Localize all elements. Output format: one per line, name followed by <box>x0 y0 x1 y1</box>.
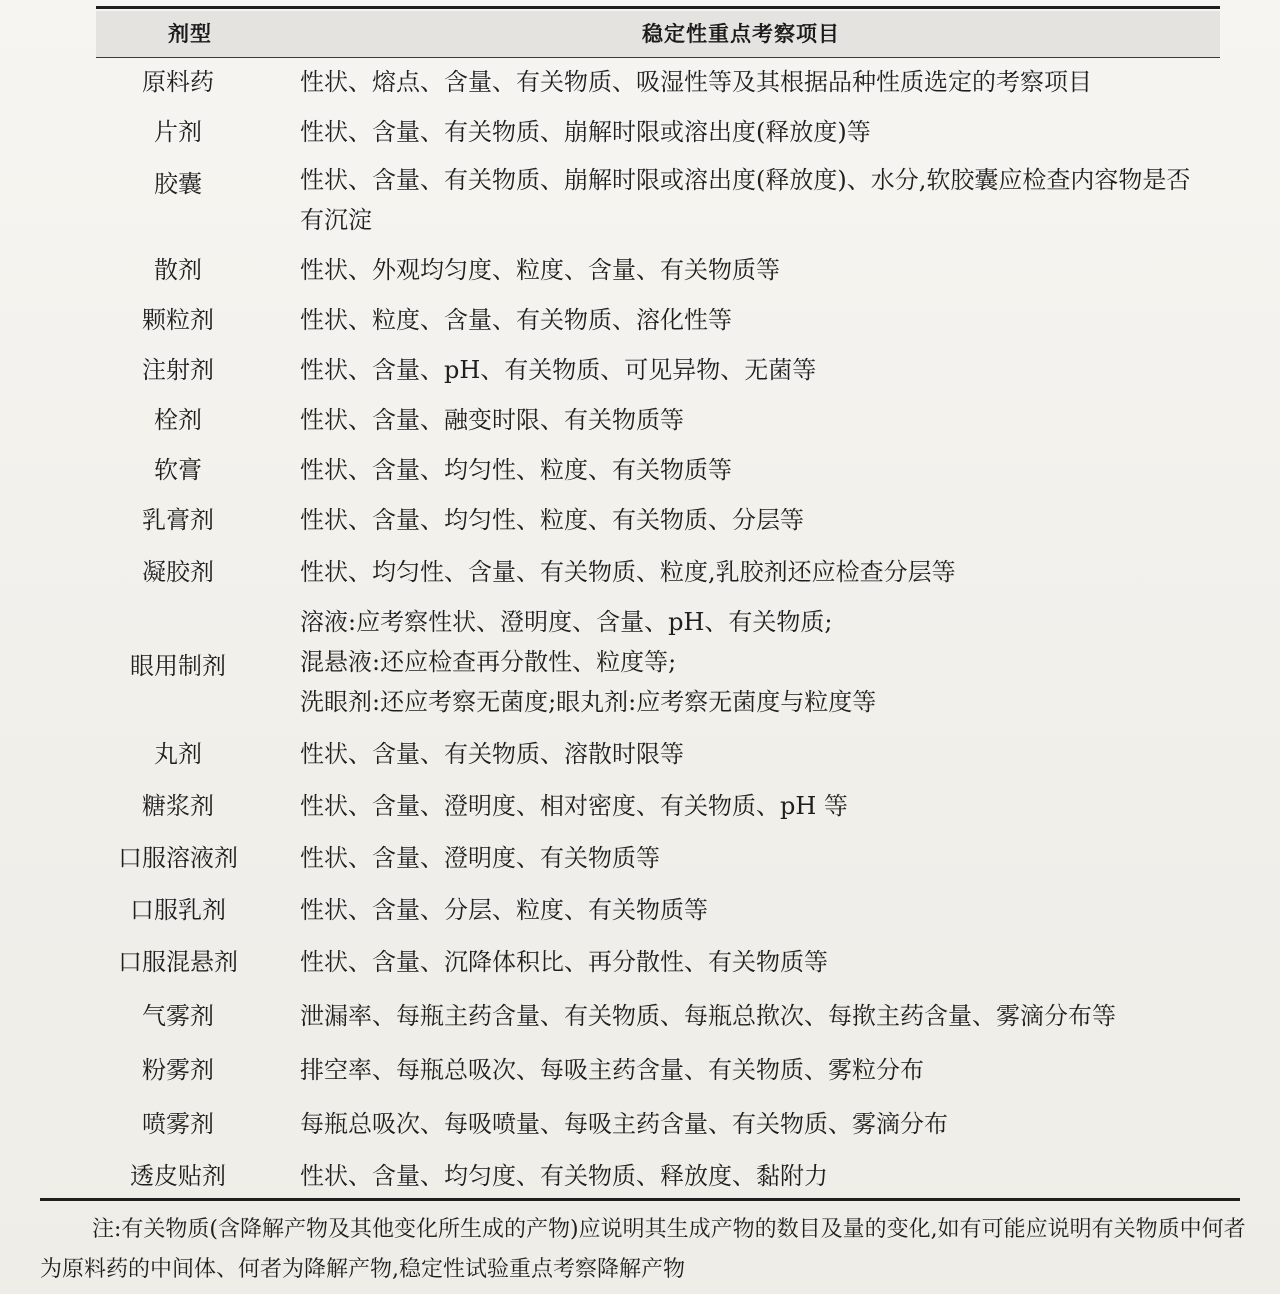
dosage-form-cell: 粉雾剂 <box>142 1056 214 1084</box>
stability-items-cell: 性状、粒度、含量、有关物质、溶化性等 <box>300 306 732 334</box>
stability-items-cell: 排空率、每瓶总吸次、每吸主药含量、有关物质、雾粒分布 <box>300 1056 924 1084</box>
dosage-form-cell: 口服乳剂 <box>130 896 226 924</box>
stability-items-cell: 性状、含量、澄明度、有关物质等 <box>300 844 660 872</box>
table-bottom-rule <box>40 1198 1240 1201</box>
stability-items-cell: 性状、含量、分层、粒度、有关物质等 <box>300 896 708 924</box>
stability-items-cell: 性状、均匀性、含量、有关物质、粒度,乳胶剂还应检查分层等 <box>300 558 956 586</box>
dosage-form-cell: 注射剂 <box>142 356 214 384</box>
stability-items-cell: 性状、含量、均匀性、粒度、有关物质、分层等 <box>300 506 804 534</box>
dosage-form-cell: 喷雾剂 <box>142 1110 214 1138</box>
dosage-form-cell: 丸剂 <box>154 740 202 768</box>
dosage-form-cell: 散剂 <box>154 256 202 284</box>
table-footnote: 注:有关物质(含降解产物及其他变化所生成的产物)应说明其生成产物的数目及量的变化,如有可能应说明有关物质中何者为原料药的中间体、何者为降解产物,稳定性试验重点考察降解产物 <box>40 1217 1246 1282</box>
dosage-form-cell: 口服溶液剂 <box>118 844 238 872</box>
stability-items-cell: 性状、含量、有关物质、溶散时限等 <box>300 740 684 768</box>
stability-items-cell: 性状、含量、沉降体积比、再分散性、有关物质等 <box>300 948 828 976</box>
stability-items-cell: 性状、熔点、含量、有关物质、吸湿性等及其根据品种性质选定的考察项目 <box>300 68 1092 96</box>
stability-items-cell: 性状、外观均匀度、粒度、含量、有关物质等 <box>300 256 780 284</box>
stability-items-cell: 性状、含量、均匀性、粒度、有关物质等 <box>300 456 732 484</box>
dosage-form-cell: 眼用制剂 <box>130 652 226 680</box>
dosage-form-cell: 透皮贴剂 <box>130 1162 226 1190</box>
dosage-form-cell: 气雾剂 <box>142 1002 214 1030</box>
stability-items-cell: 泄漏率、每瓶主药含量、有关物质、每瓶总揿次、每揿主药含量、雾滴分布等 <box>300 1002 1116 1030</box>
stability-items-cell: 性状、含量、澄明度、相对密度、有关物质、pH 等 <box>300 792 848 820</box>
stability-items-cell: 性状、含量、有关物质、崩解时限或溶出度(释放度)等 <box>300 118 871 146</box>
dosage-form-cell: 原料药 <box>142 68 214 96</box>
dosage-form-cell: 糖浆剂 <box>142 792 214 820</box>
dosage-form-cell: 栓剂 <box>154 406 202 434</box>
dosage-form-cell: 软膏 <box>154 456 202 484</box>
dosage-form-cell: 颗粒剂 <box>142 306 214 334</box>
stability-items-cell: 溶液:应考察性状、澄明度、含量、pH、有关物质; 混悬液:还应检查再分散性、粒度等; 洗眼剂:还应考察无菌度;眼丸剂:应考察无菌度与粒度等 <box>300 608 877 716</box>
dosage-form-cell: 胶囊 <box>154 170 202 198</box>
stability-items-cell: 性状、含量、融变时限、有关物质等 <box>300 406 684 434</box>
dosage-form-cell: 凝胶剂 <box>142 558 214 586</box>
stability-items-cell: 性状、含量、均匀度、有关物质、释放度、黏附力 <box>300 1162 828 1190</box>
stability-items-cell: 性状、含量、有关物质、崩解时限或溶出度(释放度)、水分,软胶囊应检查内容物是否 有沉淀 <box>300 166 1191 234</box>
stability-items-cell: 每瓶总吸次、每吸喷量、每吸主药含量、有关物质、雾滴分布 <box>300 1110 948 1138</box>
header-dosage-form: 剂型 <box>168 22 212 46</box>
dosage-form-cell: 乳膏剂 <box>142 506 214 534</box>
dosage-form-cell: 口服混悬剂 <box>118 948 238 976</box>
dosage-form-cell: 片剂 <box>154 118 202 146</box>
header-stability-items: 稳定性重点考察项目 <box>642 22 840 46</box>
stability-items-cell: 性状、含量、pH、有关物质、可见异物、无菌等 <box>300 356 817 384</box>
